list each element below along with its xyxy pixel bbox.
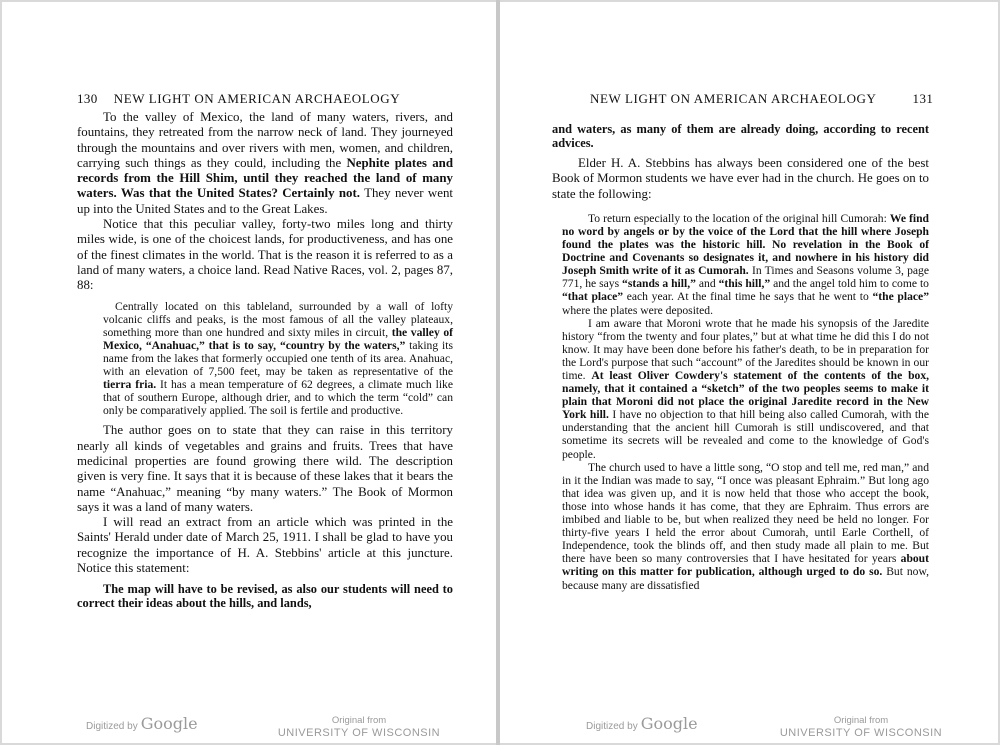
text-run: I am aware that Moroni wrote that he made his synopsis of the Jaredite history “from the twenty and four plates,” but at what time he did this I do not know. It may have been done before his father's death, to be in preparation for the Lord's purpose that such “account” of the Jaredites should be known in our time. bbox=[562, 316, 929, 383]
digitized-by-google-watermark bbox=[86, 714, 198, 733]
running-head-left bbox=[77, 91, 400, 107]
text-run: But now, because many are dissatisfied bbox=[562, 565, 929, 592]
text-run: Centrally located on this tableland, surrounded by a wall of lofty volcanic cliffs and peaks, is the most famous of all the valley plateaux, something more than one hundred and sixty miles in circuit, bbox=[103, 299, 453, 339]
original-from-label: Original from bbox=[833, 715, 889, 726]
quote-paragraph-b bbox=[552, 317, 929, 461]
left-paragraph-2: Notice that this peculiar valley, forty-two miles long and thirty miles wide, is one of the choicest lands, for productiveness, and has one of the finest climates in the world. That is the reason it is referred to as a land of many waters, a choice land. Read Native Races, vol. 2, pages 87, 88: bbox=[77, 217, 453, 293]
google-wordmark: Google bbox=[640, 714, 698, 733]
text-run: To the valley of Mexico, the land of many waters, rivers, and fountains, they retreated from the narrow neck of land. They journeyed through the mountains and over rivers with men, women, and children, carrying such things as they could, including the bbox=[77, 110, 453, 170]
running-head-right bbox=[590, 91, 933, 107]
original-from-watermark bbox=[274, 715, 444, 739]
digitized-label: Digitized by bbox=[586, 721, 638, 732]
quote-paragraph bbox=[552, 122, 929, 150]
page-number-right: 131 bbox=[912, 91, 934, 106]
bold-run: about writing on this matter for publication, although urged to do so. bbox=[562, 552, 929, 579]
text-run: They never went up into the United States and to the Great Lakes. bbox=[77, 186, 453, 216]
left-page bbox=[2, 2, 496, 743]
google-wordmark: Google bbox=[140, 714, 198, 733]
bold-run: “that place” bbox=[562, 290, 624, 304]
right-page-body bbox=[552, 110, 929, 598]
original-from-label: Original from bbox=[331, 715, 387, 726]
bold-run: tierra fria. bbox=[103, 378, 157, 392]
left-block-quote-2 bbox=[77, 582, 453, 610]
page-number-left: 130 bbox=[77, 91, 98, 106]
digitized-by-google-watermark-right bbox=[586, 714, 698, 733]
institution-label: UNIVERSITY OF WISCONSIN bbox=[779, 727, 943, 739]
quote-paragraph-a bbox=[552, 212, 929, 317]
right-block-quote bbox=[552, 212, 929, 592]
text-run: and bbox=[695, 277, 719, 291]
right-continued-quote bbox=[552, 122, 929, 150]
text-run: In Times and Seasons volume 3, page 771, he says bbox=[562, 264, 929, 291]
original-from-watermark-right bbox=[776, 715, 946, 739]
bold-run: At least Oliver Cowdery's statement of the contents of the box, namely, that it contained a “sketch” of the two peoples seems to make it plain that Moroni did not place the original Jaredite record in the New York hill. bbox=[562, 369, 930, 422]
bold-run: “the place” bbox=[872, 290, 929, 304]
text-run: taking its name from the lakes that formerly occupied one tenth of its area. Anahuac, with an elevation of 7,500 feet, may be taken as representative of the bbox=[103, 338, 453, 379]
quote-paragraph-c bbox=[552, 461, 929, 592]
bold-run: The map will have to be revised, as also our students will need to correct their ideas about the hills, and lands, bbox=[77, 582, 453, 611]
quote-paragraph bbox=[77, 582, 453, 610]
text-run: I have no objection to that hill being also called Cumorah, with the understanding that the ancient hill Cumorah is still undiscovered, and that sometime its secrets will be revealed and come to the knowledge of God's people. bbox=[562, 408, 929, 461]
bold-run: “stands a hill,” bbox=[622, 277, 696, 291]
bold-run: We find no word by angels or by the voice of the Lord that the hill where Joseph found the plates was the historic hill. No revelation in the Book of Doctrine and Covenants so designates it, and nowhere in his history did Joseph Smith write of it as Cumorah. bbox=[562, 211, 929, 278]
running-title-right: NEW LIGHT ON AMERICAN ARCHAEOLOGY bbox=[590, 91, 877, 106]
bold-run: the valley of Mexico, “Anahuac,” that is to say, “country by the waters,” bbox=[103, 325, 453, 352]
text-run: To return especially to the location of the original hill Cumorah: bbox=[588, 211, 890, 225]
text-run: It has a mean temperature of 62 degrees, a climate much like that of southern Europe, although drier, and to which the term “cold” can only be comparatively applied. The soil is fertile and productive. bbox=[103, 378, 454, 418]
institution-label: UNIVERSITY OF WISCONSIN bbox=[277, 727, 441, 739]
left-block-quote-1 bbox=[77, 300, 453, 418]
left-paragraph-3: The author goes on to state that they can raise in this territory nearly all kinds of vegetables and grains and fruits. Trees that have medicinal properties are found growing there wild. The description given is very fine. It says that it is because of these lakes that it bears the name “Anahuac,” meaning “by many waters.” The Book of Mormon says it was a land of many waters. bbox=[77, 423, 453, 514]
right-paragraph-1: Elder H. A. Stebbins has always been considered one of the best Book of Mormon students we have ever had in the church. He goes on to state the following: bbox=[552, 156, 929, 201]
bold-run: Nephite plates and records from the Hill Shim, until they reached the land of many waters. Was that the United States? Certainly not. bbox=[77, 155, 453, 201]
text-run: where the plates were deposited. bbox=[562, 303, 713, 317]
running-title-left: NEW LIGHT ON AMERICAN ARCHAEOLOGY bbox=[113, 91, 401, 106]
bold-run: and waters, as many of them are already doing, according to recent advices. bbox=[552, 122, 929, 150]
text-run: The church used to have a little song, “O stop and tell me, red man,” and in it the Indian was made to say, “I once was pleasant Ephraim.” But long ago that idea was given up, and it is now held that those who accept the book, those into whose hands it has come, that they are Ephraim. Thus errors are imbibed and liable to be, but when realized they need be held no longer. For thirty-five years I held the error about Cumorah, until Earle Corthell, of Independence, took the blinds off, and then study made all plain to me. But there have been so many controversies that I have hesitated for years bbox=[562, 460, 929, 566]
text-run: each year. At the final time he says that he went to bbox=[623, 290, 873, 304]
left-page-body bbox=[77, 110, 453, 616]
left-paragraph-4: I will read an extract from an article which was printed in the Saints' Herald under date of March 25, 1911. I shall be glad to have you recognize the importance of H. A. Stebbins' article at this juncture. Notice this statement: bbox=[77, 515, 453, 576]
text-run: and the angel told him to come to bbox=[770, 277, 929, 291]
right-page bbox=[500, 2, 998, 743]
digitized-label: Digitized by bbox=[86, 721, 138, 732]
quote-paragraph bbox=[77, 300, 453, 418]
left-paragraph-1 bbox=[77, 110, 453, 217]
bold-run: “this hill,” bbox=[718, 277, 771, 291]
